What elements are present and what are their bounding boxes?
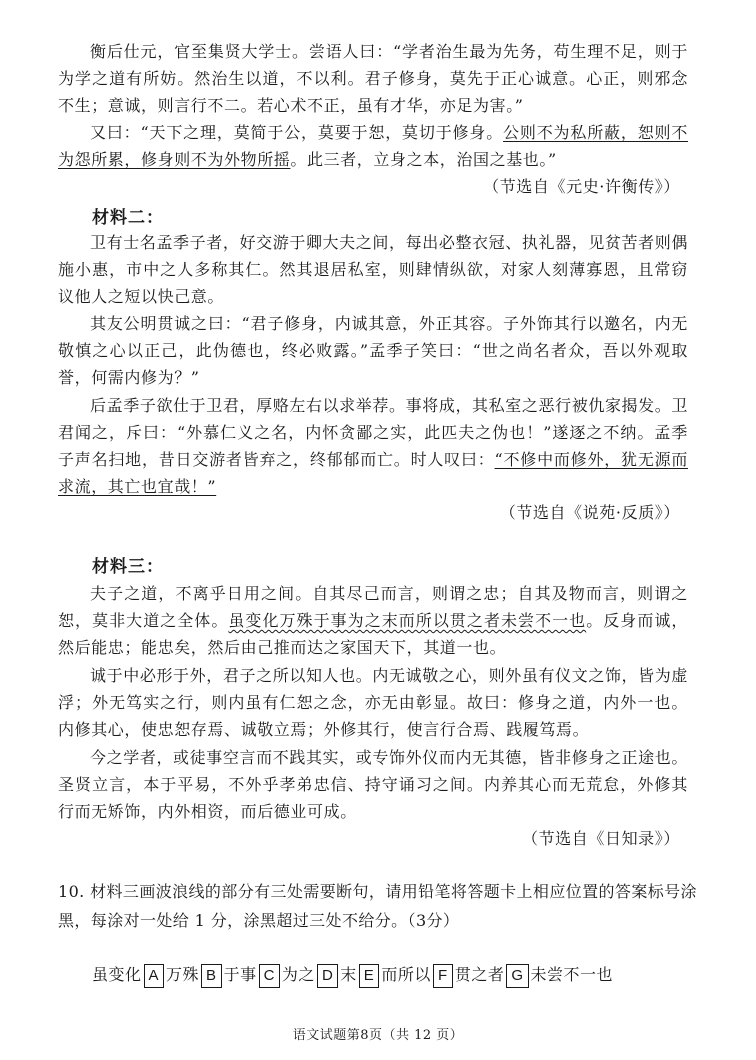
- material2-para3-pre: 后孟季子欲仕于卫君，厚赂左右以求举荐。事将成，其私室之恶行被仇家揭发。卫君闻之，斥曰：“外慕仁义之名，内怀贪鄙之实，此匹夫之伪也！”遂逐之不纳。孟季子声名扫地，昔日交游者皆弃之，终郁郁而亡。时人叹曰：: [58, 396, 688, 469]
- material1-underlined-sentence: 公则不为私所蔽，恕则不为怨所累，修身则不为外物所摇: [58, 123, 688, 169]
- material3-paragraph-3: 今之学者，或徒事空言而不践其实，或专饰外仪而内无其德，皆非修身之正途也。圣贤立言，本于平易，不外乎孝弟忠信、持守诵习之间。内养其心而无荒怠，外修其行而无矫饰，内外相资，而后德业可成。: [58, 748, 688, 821]
- segment-7: 贯之者: [454, 965, 505, 984]
- material3-paragraph-1: [58, 580, 688, 661]
- sentence-break-options: [92, 962, 613, 988]
- page-footer: 语文试题第8页（共 12 页）: [292, 1028, 464, 1043]
- segment-1: 虽变化: [92, 965, 142, 984]
- option-box-d[interactable]: D: [317, 964, 338, 988]
- material3-para1-pre: 夫子之道，不离乎日用之间。自其尽己而言，则谓之忠；自其及物而言，则谓之恕，莫非大道之全体。: [58, 584, 688, 630]
- option-box-e[interactable]: E: [359, 964, 380, 988]
- material2-paragraph-3: [58, 392, 688, 500]
- material3-paragraph-2: 诚于中必形于外，君子之所以知人也。内无诚敬之心，则外虽有仪文之饰，皆为虚浮；外无笃实之行，则内虽有仁恕之念，亦无由彰显。故曰：修身之道，内外一也。内修其心，使忠恕存焉、诚敬立焉；外修其行，使言行合焉、践履笃焉。: [58, 666, 688, 739]
- material1-para2-post: 。此三者，立身之本，治国之基也。”: [290, 150, 557, 169]
- material2-underlined-sentence: “不修中而修外，犹无源而求流，其亡也宜哉！”: [58, 450, 688, 496]
- material3-heading: 材料三：: [92, 557, 164, 577]
- option-box-g[interactable]: G: [506, 964, 528, 988]
- segment-8: 未尝不一也: [530, 965, 614, 984]
- material3-source: （节选自《日知录》）: [521, 829, 680, 848]
- material2-source: （节选自《说苑·反质》）: [499, 503, 680, 522]
- material1-para2-pre: 又曰：“天下之理，莫简于公，莫要于恕，莫切于修身。: [90, 123, 504, 142]
- question-10-text: 10. 材料三画波浪线的部分有三处需要断句，请用铅笔将答题卡上相应位置的答案标号涂黑，每涂对一处给 1 分，涂黑超过三处不给分。（3分）: [58, 882, 697, 930]
- material1-paragraph-2: [58, 119, 688, 173]
- option-box-c[interactable]: C: [259, 964, 280, 988]
- segment-6: 而所以: [381, 965, 431, 984]
- option-box-f[interactable]: F: [433, 964, 453, 988]
- segment-2: 万殊: [166, 965, 200, 984]
- material2-paragraph-1: 卫有士名孟季子者，好交游于卿大夫之间，每出必整衣冠、执礼器，见贫苦者则偶施小惠，市中之人多称其仁。然其退居私室，则肆情纵欲，对家人刻薄寡恩，且常窃议他人之短以快己意。: [58, 233, 688, 306]
- segment-3: 于事: [223, 965, 257, 984]
- material3-wavy-sentence: 虽变化万殊于事为之末而所以贯之者未尝不一也: [228, 611, 587, 630]
- material1-paragraph-1: 衡后仕元，官至集贤大学士。尝语人曰：“学者治生最为先务，苟生理不足，则于为学之道有所妨。然治生以道，不以利。君子修身，莫先于正心诚意。心正，则邪念不生；意诚，则言行不二。若心术不正，虽有才华，亦足为害。”: [58, 42, 688, 115]
- option-box-a[interactable]: A: [144, 964, 165, 988]
- option-box-b[interactable]: B: [201, 964, 222, 988]
- material2-heading: 材料二：: [92, 208, 164, 228]
- segment-4: 为之: [281, 965, 315, 984]
- material2-paragraph-2: 其友公明贯诚之曰：“君子修身，内诚其意，外正其容。子外饰其行以邀名，内无敬慎之心以正己，此伪德也，终必败露。”孟季子笑曰：“世之尚名者众，吾以外观取誉，何需内修为？”: [58, 314, 688, 387]
- material3-para1-post: 。反身而诚，然后能忠；能忠矣，然后由己推而达之家国天下，其道一也。: [58, 611, 688, 657]
- material1-source: （节选自《元史·许衡传》）: [483, 177, 680, 196]
- segment-5: 末: [340, 965, 357, 984]
